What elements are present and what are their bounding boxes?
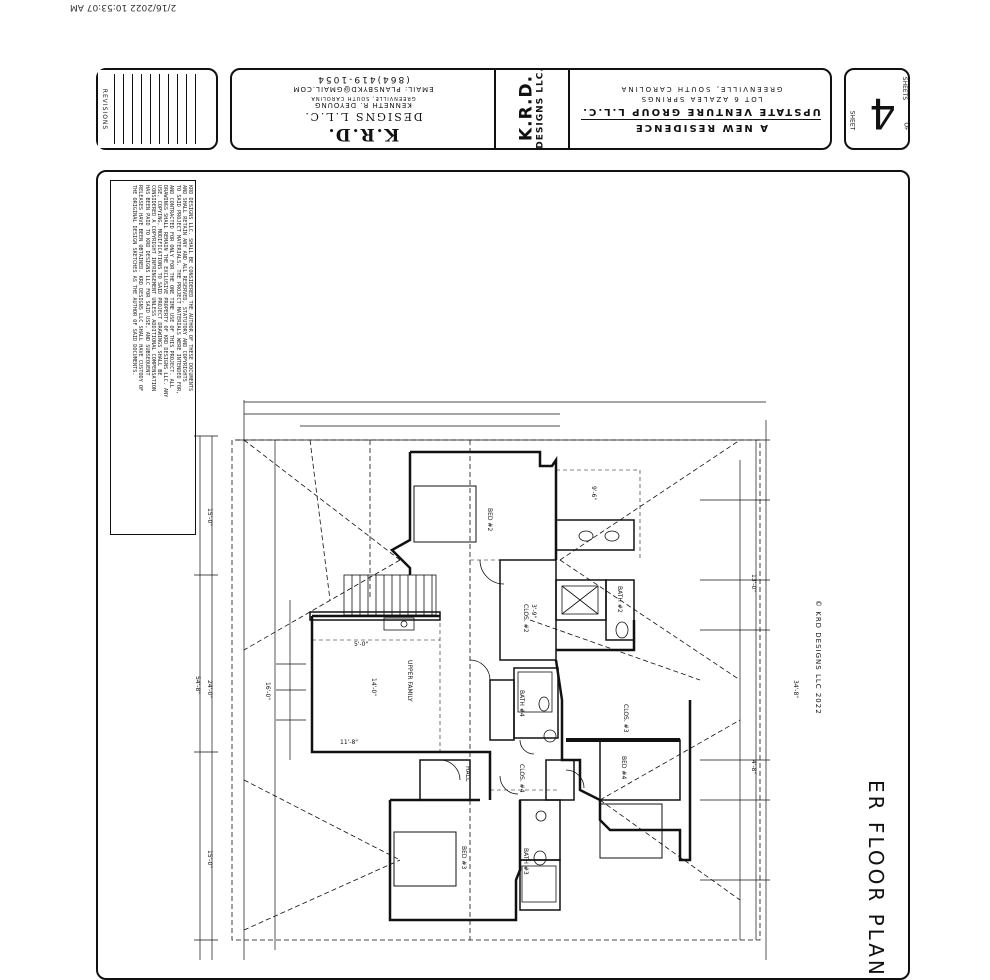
dim-total-left: 54'-8" — [194, 676, 201, 695]
room-label-bath3: BATH #3 — [522, 848, 529, 875]
plumbing-fixtures — [384, 531, 628, 902]
room-labels — [406, 508, 629, 875]
sheet-of-label: OF — [902, 122, 910, 131]
sheet-label-bottom: SHEETS — [900, 76, 908, 101]
dim-d2: 16'-0" — [264, 682, 271, 701]
room-label-upper-family: UPPER FAMILY — [406, 660, 413, 702]
notice-line: AND CONTRACTED FOR ONLY FOR THE ONE TIME USE OF THIS PROJECT. ALL — [168, 185, 175, 389]
revisions-label: REVISIONS — [101, 88, 109, 130]
room-label-bath4: BATH #4 — [518, 690, 525, 717]
room-label-clos3: CLOS. #3 — [622, 704, 629, 733]
project-line2: UPSTATE VENTURE GROUP L.L.C. — [581, 106, 821, 120]
notice-line: TO SAID PROJECT MATERIALS. THE PROJECT MATERIALS WERE INTENDED FOR, — [174, 185, 181, 395]
print-timestamp: 2/16/2022 10:53:07 AM — [70, 2, 177, 12]
designer-location: GREENVILLE, SOUTH CAROLINA — [310, 95, 416, 101]
sheet-number: 4 — [869, 89, 896, 138]
designer-email: EMAIL: PLANSBYKD@GMAIL.COM — [292, 85, 434, 93]
stairs — [344, 575, 436, 615]
dim-d3b: 15'-0" — [206, 850, 213, 869]
dim-d3: 15'-0" — [206, 508, 213, 527]
dim-d1: 24'-0" — [206, 680, 213, 699]
dim-d6: 11'-8" — [340, 739, 359, 746]
room-label-bath2: BATH #2 — [616, 586, 623, 613]
room-label-bed2: BED #2 — [486, 508, 493, 532]
dim-d4: 13'-0" — [750, 574, 757, 593]
plan-title: ER FLOOR PLAN — [864, 780, 888, 978]
notice-line: AND SHALL RETAIN ANY AND ALL RESERVED, STATUTORY AND COPYRIGHTS — [180, 185, 187, 382]
dim-total-right: 34'-8" — [792, 680, 799, 699]
room-label-bed3: BED #3 — [460, 846, 467, 870]
designer-name: K.R.D. — [326, 124, 400, 144]
notice-line: USE, COPYING, MODIFICATIONS TO SAID PROJECT DRAWINGS SHALL BE — [155, 185, 162, 376]
notice-line: RELEASES HAVE BEEN OBTAINED. KRD DESIGNS LLC SHALL HAVE CUSTODY OF — [137, 185, 144, 392]
room-label-bed4: BED #4 — [620, 756, 627, 780]
room-label-clos4: CLOS. #4 — [518, 764, 525, 793]
notice-line: HAS BEEN PAID TO KRD DESIGNS LLC FOR SAID USE, AND SUBSEQUENT — [143, 185, 150, 376]
room-label-hall: HALL — [464, 766, 471, 782]
dim-d7: 5'-0" — [354, 641, 369, 648]
designer-phone: (864)419-1054 — [316, 74, 410, 84]
dim-d10: 4'-8" — [750, 760, 757, 775]
designer-person: KENNETH R. DEYOUNG — [314, 101, 412, 109]
notice-line: KRD DESIGNS LLC. SHALL BE CONSIDERED THE AUTHOR OF THESE DOCUMENTS — [187, 185, 193, 392]
sheet-label-top: SHEET — [848, 110, 856, 131]
dimension-lines — [194, 400, 770, 960]
dim-d8: 9'-6" — [590, 486, 597, 501]
project-line3: LOT 6 AZALEA SPRINGS — [639, 95, 763, 103]
dim-d5: 14'-0" — [370, 678, 377, 697]
beds — [394, 486, 662, 886]
notice-line: THE ORIGINAL DESIGN SKETCHES AS THE AUTHOR OF SAID DOCUMENTS. — [131, 185, 138, 376]
room-label-clos2: CLOS. #2 — [522, 604, 529, 633]
logo-line2: DESIGNS LLC. — [535, 67, 546, 149]
project-line4: GREENVILLE, SOUTH CAROLINA — [619, 85, 783, 93]
plan-copyright: © KRD DESIGNS LLC 2022 — [814, 600, 822, 715]
dimension-labels — [194, 486, 799, 868]
designer-company: DESIGNS L.L.C. — [303, 110, 423, 123]
notice-line: DRAWINGS SHALL REMAIN THE EXCLUSIVE PROPERTY OF KRD DESIGNS LLC. ANY — [162, 185, 169, 398]
notice-line: CONSIDERED A COPYRIGHT INFRINGEMENT UNLESS ADDITIONAL COMPENSATION — [149, 185, 156, 392]
logo-line1: K.R.D. — [516, 74, 537, 142]
project-line1: A NEW RESIDENCE — [633, 122, 769, 133]
dim-d9: 3'-9" — [530, 604, 537, 619]
